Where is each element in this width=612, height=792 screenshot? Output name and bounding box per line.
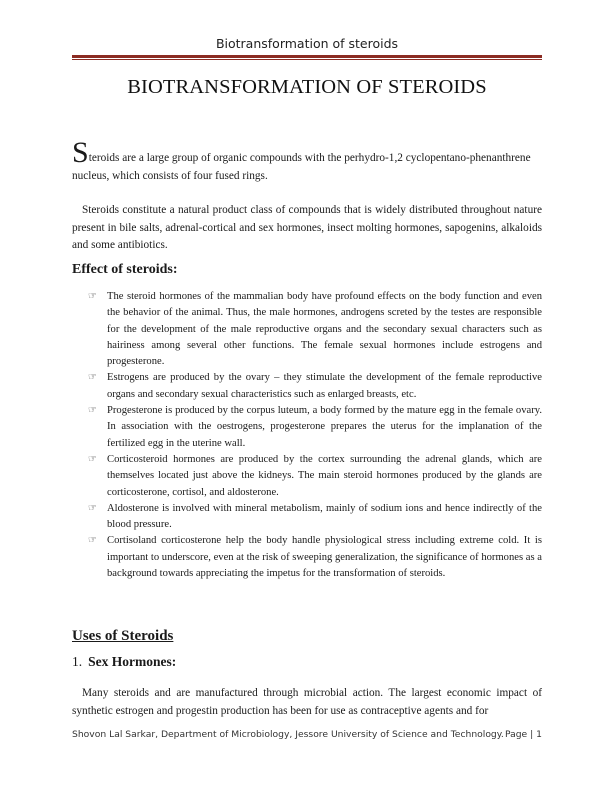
sex-hormones-paragraph: Many steroids and are manufactured through microbial action. The largest economic impact of synthetic estrogen and progestin production has been for use as contraceptive agents and for: [72, 687, 542, 717]
page-number: Page | 1: [504, 729, 542, 740]
header-rule-thin: [72, 59, 542, 60]
list-item-text: Aldosterone is involved with mineral metabolism, mainly of sodium ions and hence indirectly of the blood pressure.: [107, 502, 542, 531]
hand-pointer-icon: ☞: [88, 291, 97, 302]
intro-paragraph: [72, 136, 542, 185]
list-item: [88, 501, 542, 534]
list-item: [88, 452, 542, 501]
list-item-text: Estrogens are produced by the ovary – they stimulate the development of the female reproductive organs and secondary sexual characteristics such as enlarged breasts, etc.: [107, 372, 542, 400]
intro-text: teroids are a large group of organic compounds with the perhydro-1,2 cyclopentano-phenanthrene nucleus, which consists of four fused rings.: [72, 152, 531, 182]
document-title: BIOTRANSFORMATION OF STEROIDS: [127, 76, 487, 98]
hand-pointer-icon: ☞: [88, 502, 97, 514]
effect-heading: Effect of steroids:: [72, 262, 178, 277]
sub-heading-label: Sex Hormones:: [88, 654, 177, 669]
list-item: [88, 289, 542, 370]
list-item-text: Progesterone is produced by the corpus luteum, a body formed by the mature egg in the female ovary. In association with the oestrogens, progesterone prepares the uterus for the implanation of the fertilized egg in the uterine wall.: [107, 405, 542, 449]
list-item: [88, 403, 542, 452]
sub-heading-number: 1.: [72, 654, 83, 669]
hand-pointer-icon: ☞: [88, 405, 97, 417]
list-item-text: The steroid hormones of the mammalian body have profound effects on the body function and even the behavior of the animal. Thus, the male hormones, androgens screted by the testes are responsible for the development of the male reproductive organs and the secondary sexual characters such as hairiness among several other functions. The female sexual hormones include estrogens and progesterone.: [107, 291, 542, 368]
drop-cap: S: [72, 136, 89, 169]
hand-pointer-icon: ☞: [88, 535, 97, 547]
list-item-text: Corticosteroid hormones are produced by the cortex surrounding the adrenal glands, which are themselves located just above the kidneys. The main steroid hormones produced by the glands are corticosterone, cortisol, and aldosterone.: [107, 453, 542, 498]
page-footer: [72, 729, 542, 740]
hand-pointer-icon: ☞: [88, 453, 97, 465]
header-rule: [72, 55, 542, 58]
uses-heading: Uses of Steroids: [72, 628, 174, 644]
list-item-text: Cortisoland corticosterone help the body handle physiological stress including extreme cold. It is important to underscore, even at the risk of sweeping generalization, the significance of hormones as a background towards appreciating the impetus for the transformation of steroids.: [107, 535, 542, 580]
footer-author: Shovon Lal Sarkar, Department of Microbiology, Jessore University of Science and Technology.: [72, 729, 504, 740]
hand-pointer-icon: ☞: [88, 372, 97, 384]
list-item: [88, 533, 542, 582]
running-header: Biotransformation of steroids: [215, 36, 399, 51]
list-item: [88, 370, 542, 403]
steroids-paragraph: Steroids constitute a natural product class of compounds that is widely distributed throughout nature present in bile salts, adrenal-cortical and sex hormones, insect molting hormones, sapogenins, alkaloids and some antibiotics.: [72, 204, 542, 251]
effects-list: [88, 289, 542, 582]
sex-hormones-heading: [72, 654, 176, 670]
